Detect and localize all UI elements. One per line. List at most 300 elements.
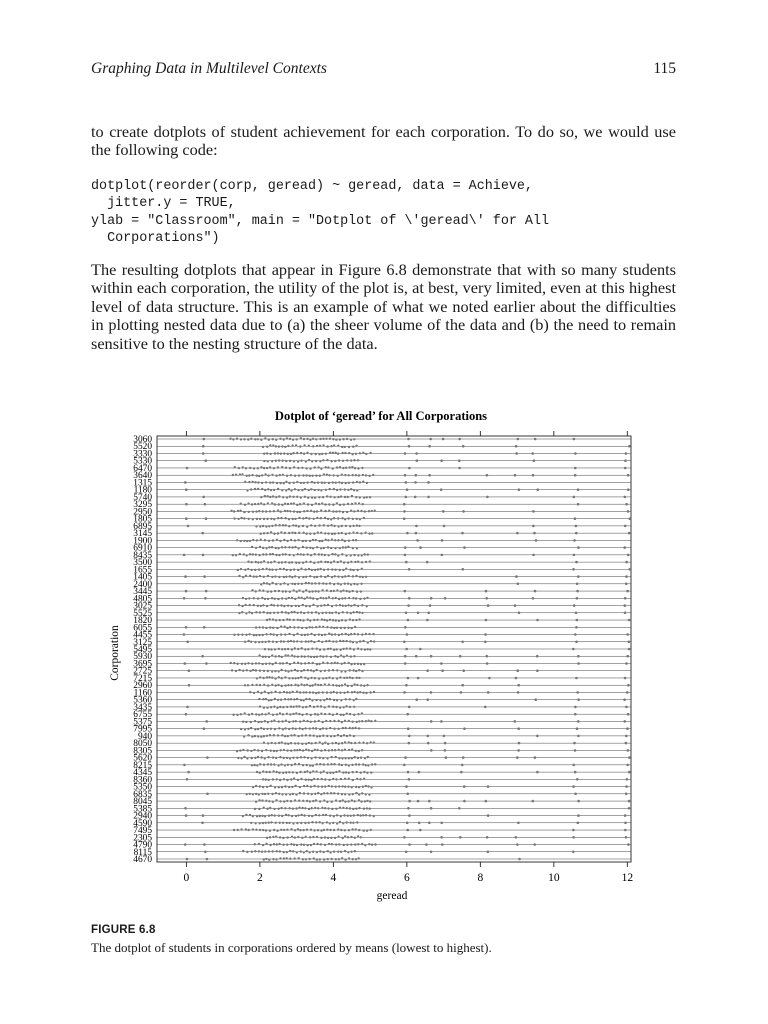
student-dot [293,466,295,468]
student-dot [405,851,408,854]
student-dot [514,720,517,723]
x-tick-label: 4 [330,872,337,884]
student-dot [289,850,291,852]
student-dot [296,749,298,751]
student-dot [350,612,352,614]
student-dot [366,496,368,498]
student-dot [270,648,272,650]
student-dot [264,793,266,795]
student-dot [351,495,353,497]
student-dot [286,713,288,715]
student-dot [261,482,263,484]
student-dot [337,539,339,541]
student-dot [296,504,298,506]
student-dot [354,850,356,852]
student-dot [332,474,334,476]
student-dot [258,634,260,636]
student-dot [358,720,360,722]
student-dot [302,532,304,534]
student-dot [348,757,350,759]
student-dot [352,597,354,599]
student-dot [440,488,443,491]
student-dot [264,495,266,497]
student-dot [406,822,409,825]
student-dot [516,532,519,535]
student-dot [314,553,316,555]
student-dot [283,452,285,454]
student-dot [332,452,334,454]
student-dot [291,444,293,446]
student-dot [349,698,351,700]
student-dot [352,822,354,824]
student-dot [353,459,355,461]
student-dot [441,539,444,542]
student-dot [340,590,342,592]
student-dot [361,467,363,469]
student-dot [243,735,245,737]
student-dot [262,626,264,628]
student-dot [277,466,279,468]
student-dot [291,654,293,656]
student-dot [238,669,240,671]
student-dot [574,633,577,636]
student-dot [313,533,315,535]
student-dot [301,837,303,839]
student-dot [263,707,265,709]
student-dot [334,633,336,635]
student-dot [486,496,489,499]
student-dot [327,568,329,570]
student-dot [303,510,305,512]
student-dot [277,808,279,810]
student-dot [262,634,264,636]
student-dot [359,778,361,780]
student-dot [415,655,418,658]
student-dot [323,524,325,526]
student-dot [326,801,328,803]
student-dot [572,764,575,767]
student-dot [284,553,286,555]
student-dot [366,742,368,744]
student-dot [276,771,278,773]
x-tick-label: 6 [403,872,410,884]
student-dot [404,474,407,477]
student-dot [365,633,367,635]
student-dot [246,489,248,491]
student-dot [263,735,265,737]
student-dot [341,757,343,759]
student-dot [326,757,328,759]
student-dot [628,532,631,535]
student-dot [271,546,273,548]
student-dot [283,800,285,802]
student-dot [629,568,632,571]
student-dot [345,533,347,535]
student-dot [323,547,325,549]
student-dot [368,793,370,795]
student-dot [287,612,289,614]
student-dot [428,474,431,477]
student-dot [351,721,353,723]
student-dot [318,691,320,693]
student-dot [363,517,365,519]
student-dot [624,822,627,825]
student-dot [278,495,280,497]
student-dot [264,656,266,658]
student-dot [286,844,288,846]
student-dot [305,698,307,700]
student-dot [262,568,264,570]
student-dot [281,734,283,736]
student-dot [310,829,312,831]
student-dot [267,474,269,476]
student-dot [258,475,260,477]
student-dot [333,728,335,730]
student-dot [302,576,304,578]
student-dot [267,575,269,577]
student-dot [461,641,464,644]
student-dot [274,786,276,788]
student-dot [233,517,235,519]
student-dot [440,836,443,839]
student-dot [317,532,319,534]
student-dot [309,475,311,477]
student-dot [365,561,367,563]
student-dot [355,808,357,810]
student-dot [331,801,333,803]
student-dot [261,597,263,599]
student-dot [249,691,251,693]
student-dot [313,641,315,643]
student-dot [280,807,282,809]
student-dot [463,546,466,549]
student-dot [240,503,242,505]
student-dot [336,648,338,650]
student-dot [262,778,264,780]
student-dot [340,670,342,672]
student-dot [283,582,285,584]
student-dot [357,648,359,650]
student-dot [276,778,278,780]
student-dot [303,691,305,693]
corporation-tick-label: 1180 [133,485,152,496]
student-dot [312,800,314,802]
student-dot [363,778,365,780]
student-dot [303,814,305,816]
student-dot [308,815,310,817]
student-dot [356,547,358,549]
student-dot [369,691,371,693]
student-dot [325,489,327,491]
student-dot [250,822,252,824]
student-dot [259,611,261,613]
student-dot [281,597,283,599]
student-dot [266,582,268,584]
student-dot [350,815,352,817]
student-dot [202,452,205,455]
student-dot [356,481,358,483]
student-dot [335,808,337,810]
student-dot [246,669,248,671]
student-dot [364,844,366,846]
student-dot [283,482,285,484]
student-dot [577,698,580,701]
student-dot [286,836,288,838]
student-dot [332,619,334,621]
student-dot [352,858,354,860]
student-dot [280,829,282,831]
student-dot [517,438,520,441]
student-dot [260,727,262,729]
student-dot [337,851,339,853]
student-dot [323,770,325,772]
student-dot [282,474,284,476]
student-dot [344,518,346,520]
student-dot [349,569,351,571]
student-dot [325,466,327,468]
student-dot [358,727,360,729]
student-dot [285,814,287,816]
student-dot [241,663,243,665]
student-dot [342,467,344,469]
student-dot [263,518,265,520]
student-dot [279,619,281,621]
student-dot [323,858,325,860]
student-dot [359,518,361,520]
student-dot [311,481,313,483]
student-dot [263,858,265,860]
student-dot [306,713,308,715]
student-dot [352,590,354,592]
student-dot [334,569,336,571]
student-dot [280,625,282,627]
student-dot [288,554,290,556]
student-dot [321,482,323,484]
student-dot [346,735,348,737]
student-dot [293,634,295,636]
running-head [91,60,676,82]
student-dot [309,705,311,707]
corporation-tick-label: 6835 [133,789,152,800]
student-dot [257,756,259,758]
student-dot [345,633,347,635]
student-dot [292,439,294,441]
student-dot [347,691,349,693]
student-dot [258,654,260,656]
student-dot [297,539,299,541]
student-dot [404,655,407,658]
student-dot [281,786,283,788]
student-dot [293,619,295,621]
student-dot [299,786,301,788]
student-dot [311,590,313,592]
student-dot [345,554,347,556]
student-dot [462,510,465,513]
student-dot [332,640,334,642]
student-dot [281,741,283,743]
student-dot [323,699,325,701]
student-dot [252,553,254,555]
student-dot [345,619,347,621]
student-dot [444,597,447,600]
student-dot [327,807,329,809]
student-dot [355,858,357,860]
student-dot [257,561,259,563]
student-dot [341,597,343,599]
running-title: Graphing Data in Multilevel Contexts [91,60,327,77]
student-dot [275,569,277,571]
code-block [91,178,691,247]
student-dot [254,569,256,571]
student-dot [237,569,239,571]
student-dot [336,466,338,468]
student-dot [248,829,250,831]
corporation-tick-label: 5520 [133,442,152,453]
student-dot [289,858,291,860]
student-dot [262,446,264,448]
student-dot [269,734,271,736]
student-dot [626,764,629,767]
student-dot [309,533,311,535]
student-dot [626,633,629,636]
student-dot [278,843,280,845]
student-dot [275,858,277,860]
student-dot [313,619,315,621]
student-dot [360,757,362,759]
student-dot [344,488,346,490]
student-dot [280,640,282,642]
student-dot [244,712,246,714]
student-dot [286,510,288,512]
student-dot [339,676,341,678]
student-dot [365,764,367,766]
student-dot [257,691,259,693]
student-dot [294,763,296,765]
student-dot [319,800,321,802]
student-dot [352,547,354,549]
student-dot [343,662,345,664]
student-dot [273,843,275,845]
student-dot [292,452,294,454]
student-dot [323,482,325,484]
student-dot [287,764,289,766]
student-dot [407,727,410,730]
student-dot [274,598,276,600]
student-dot [333,699,335,701]
student-dot [517,727,520,730]
student-dot [306,526,308,528]
student-dot [369,814,371,816]
student-dot [301,467,303,469]
student-dot [284,727,286,729]
student-dot [287,698,289,700]
student-dot [628,771,631,774]
student-dot [347,627,349,629]
student-dot [345,705,347,707]
student-dot [357,467,359,469]
student-dot [308,749,310,751]
student-dot [285,720,287,722]
student-dot [627,713,630,716]
student-dot [278,561,280,563]
student-dot [269,553,271,555]
corporation-tick-label: 6895 [133,521,152,532]
student-dot [312,597,314,599]
student-dot [346,438,348,440]
student-dot [267,779,269,781]
student-dot [286,779,288,781]
student-dot [415,532,418,535]
student-dot [307,497,309,499]
student-dot [293,611,295,613]
student-dot [290,843,292,845]
student-dot [300,822,302,824]
student-dot [206,793,209,796]
student-dot [310,656,312,658]
student-dot [360,583,362,585]
student-dot [346,459,348,461]
student-dot [265,858,267,860]
student-dot [348,829,350,831]
student-dot [321,822,323,824]
student-dot [287,814,289,816]
student-dot [256,764,258,766]
student-dot [305,467,307,469]
student-dot [352,808,354,810]
student-dot [255,713,257,715]
student-dot [307,678,309,680]
student-dot [362,503,364,505]
student-dot [624,459,627,462]
student-dot [347,583,349,585]
student-dot [319,568,321,570]
student-dot [247,438,249,440]
student-dot [259,684,261,686]
student-dot [273,706,275,708]
student-dot [331,808,333,810]
student-dot [514,604,517,607]
student-dot [251,851,253,853]
student-dot [277,452,279,454]
student-dot [358,750,360,752]
student-dot [304,771,306,773]
student-dot [353,648,355,650]
student-dot [297,836,299,838]
student-dot [536,735,539,738]
student-dot [350,554,352,556]
student-dot [244,684,246,686]
student-dot [348,720,350,722]
student-dot [299,792,301,794]
student-dot [367,553,369,555]
student-dot [311,626,313,628]
student-dot [288,597,290,599]
student-dot [268,640,270,642]
student-dot [296,591,298,593]
student-dot [342,714,344,716]
student-dot [344,749,346,751]
student-dot [298,605,300,607]
student-dot [326,821,328,823]
student-dot [251,663,253,665]
student-dot [250,569,252,571]
student-dot [250,641,252,643]
student-dot [296,438,298,440]
student-dot [257,597,259,599]
student-dot [294,684,296,686]
student-dot [335,756,337,758]
student-dot [250,488,252,490]
